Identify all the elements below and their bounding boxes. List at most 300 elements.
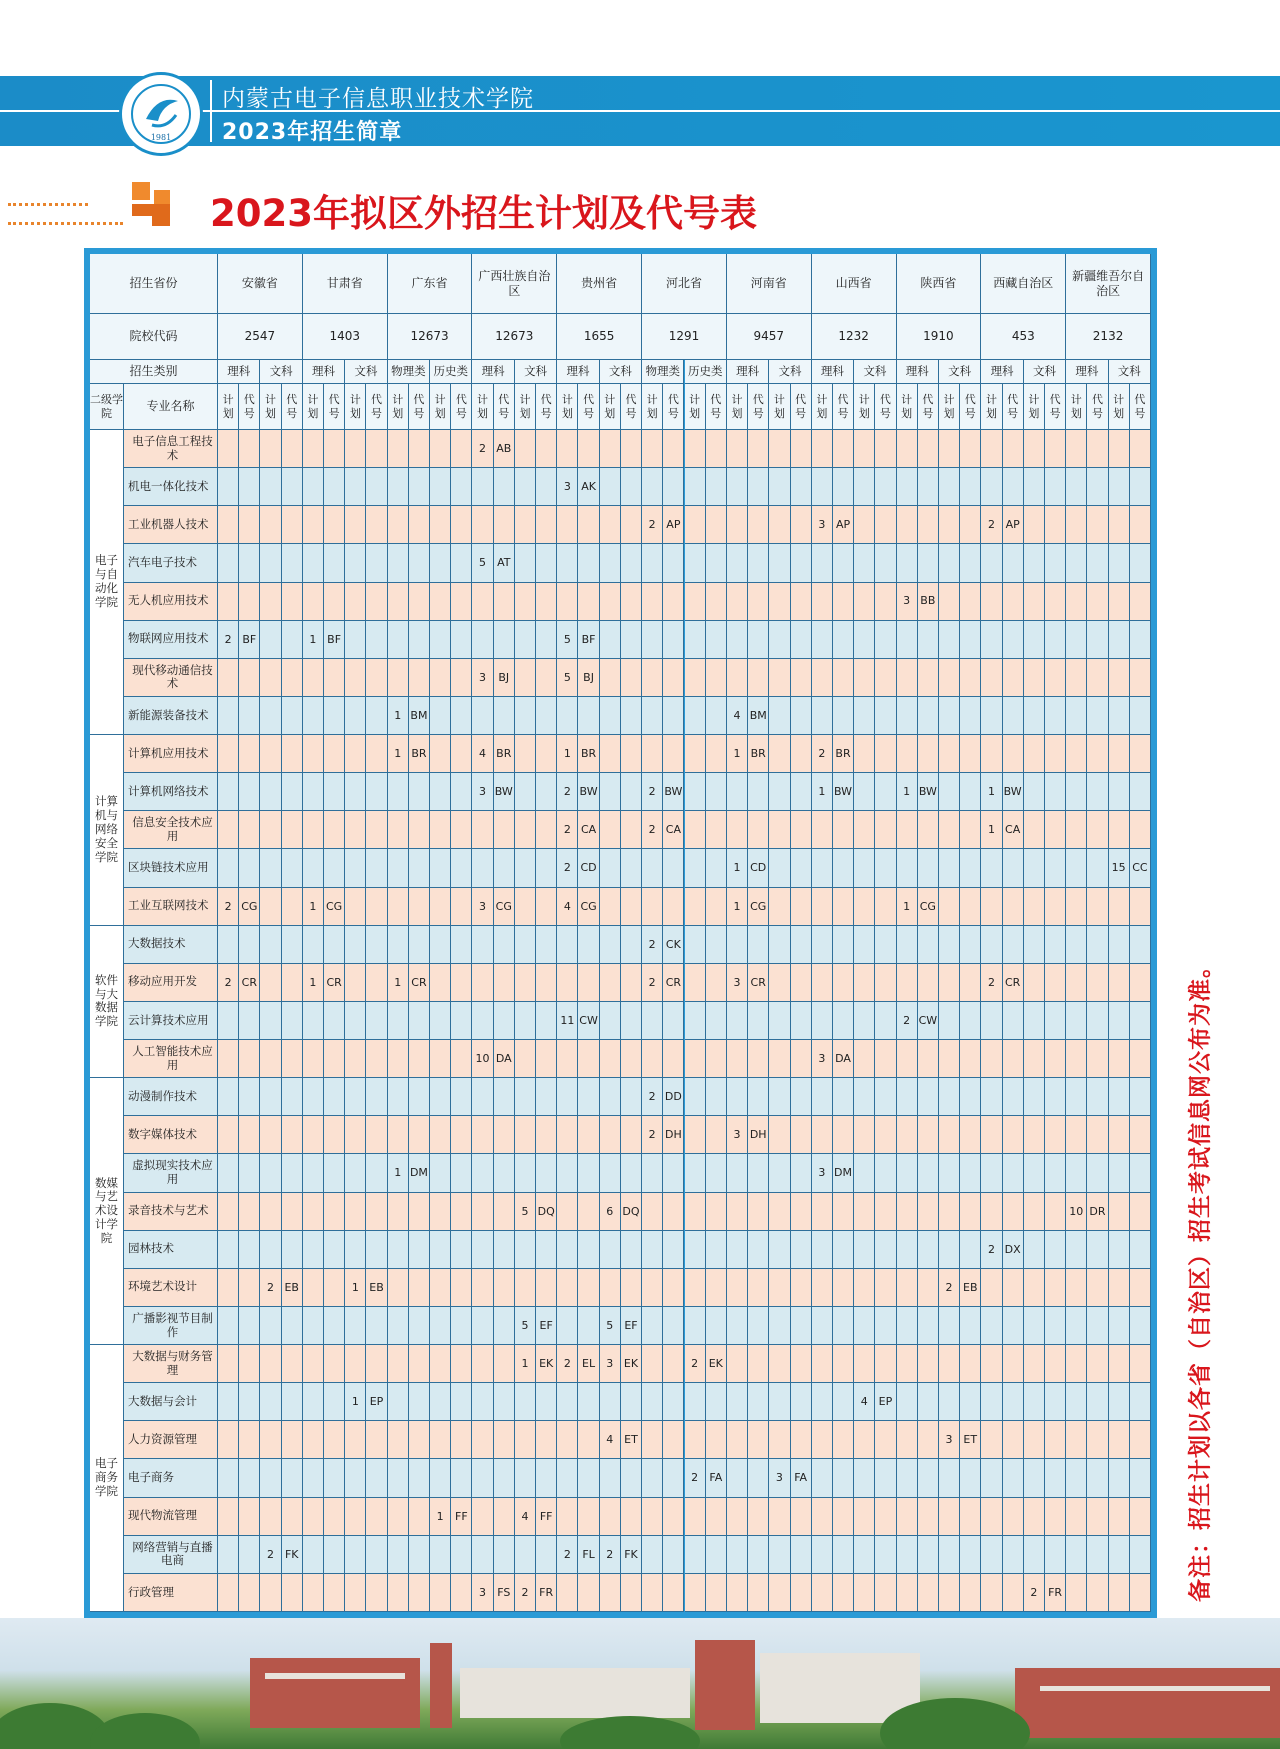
plan-header-text: 计划 [349,393,361,420]
code-cell [748,1269,769,1307]
code-cell [960,1498,981,1536]
plan-cell [557,849,578,887]
code-cell [1045,1574,1066,1612]
plan-cell [388,735,409,773]
code-cell [791,926,812,964]
plan-cell [642,926,663,964]
code-cell [409,1383,430,1421]
plan-cell [1024,430,1045,468]
plan-cell [1066,964,1087,1002]
code-cell [1130,468,1151,506]
plan-cell-text: 3 [733,975,741,989]
plan-cell [557,583,578,621]
plan-cell [218,1459,239,1497]
code-cell [324,468,345,506]
code-cell [621,1498,642,1536]
plan-cell [685,1116,706,1154]
plan-cell [854,811,875,849]
code-cell [621,1307,642,1345]
code-cell [536,1231,557,1269]
plan-cell [1024,773,1045,811]
plan-cell [218,697,239,735]
code-cell [960,735,981,773]
code-cell [324,1536,345,1574]
school-code-label [90,314,218,360]
code-header-text: 代号 [540,393,552,420]
code-cell [324,1078,345,1116]
code-cell [875,1459,896,1497]
code-cell [960,659,981,697]
plan-cell [854,1269,875,1307]
code-cell [366,773,387,811]
code-header-text: 代号 [1007,393,1019,420]
plan-cell [600,1345,621,1383]
plan-cell [557,1574,578,1612]
category-label-text: 文科 [608,363,632,378]
plan-cell [260,1231,281,1269]
plan-cell [981,659,1002,697]
plan-cell-text: 2 [648,785,656,799]
code-cell [1003,1269,1024,1307]
plan-cell-text: 5 [563,632,571,646]
code-cell [833,659,854,697]
plan-cell [727,1040,748,1078]
plan-cell-text: 2 [818,747,826,760]
code-cell [1045,1307,1066,1345]
code-cell-text: DH [665,1128,682,1142]
plan-cell-text: 2 [267,1547,274,1561]
code-cell [1130,506,1151,544]
code-cell [960,811,981,849]
plan-header [557,384,578,430]
plan-cell [345,1345,366,1383]
plan-cell [812,468,833,506]
plan-cell [939,1002,960,1040]
code-cell-text: AK [581,480,596,494]
plan-cell [854,1498,875,1536]
plan-cell-text: 10 [1069,1204,1084,1218]
code-cell [239,773,260,811]
plan-cell [600,1307,621,1345]
code-cell [536,1345,557,1383]
plan-cell [388,583,409,621]
code-cell [791,735,812,773]
plan-cell-text: 4 [521,1509,529,1523]
code-cell [282,1078,303,1116]
code-cell-text: DQ [622,1204,640,1218]
plan-cell [1109,1193,1130,1231]
code-cell [239,1040,260,1078]
code-cell [875,773,896,811]
plan-cell [345,1498,366,1536]
plan-cell [685,1345,706,1383]
code-cell [791,811,812,849]
plan-cell [515,926,536,964]
code-cell [748,621,769,659]
code-cell [663,1078,684,1116]
code-cell [578,1498,599,1536]
plan-cell [557,1154,578,1192]
code-cell [663,1269,684,1307]
code-cell [1087,1345,1108,1383]
major-name-text: 虚拟现实技术应用 [132,1158,213,1186]
plan-cell [769,430,790,468]
plan-cell [939,735,960,773]
code-cell [833,1307,854,1345]
plan-cell [472,1002,493,1040]
code-cell [621,1421,642,1459]
code-cell [706,1002,727,1040]
plan-cell [557,773,578,811]
code-cell [621,1269,642,1307]
plan-cell [769,1154,790,1192]
code-cell [791,621,812,659]
school-code [303,314,388,360]
code-cell [494,811,515,849]
code-cell [409,811,430,849]
plan-cell [557,811,578,849]
code-cell [748,1078,769,1116]
code-cell [791,1269,812,1307]
plan-cell-text: 3 [775,1471,783,1485]
plan-cell-text: 1 [733,747,741,760]
plan-cell [981,964,1002,1002]
school-code [812,314,897,360]
major-name-text: 电子信息工程技术 [132,433,213,462]
code-cell [578,1536,599,1574]
plan-cell [1109,1421,1130,1459]
major-name [124,1307,218,1345]
plan-cell [854,1459,875,1497]
plan-cell [345,1002,366,1040]
plan-cell [727,1536,748,1574]
plan-cell [1109,1574,1130,1612]
plan-cell [1066,888,1087,926]
plan-cell [430,1421,451,1459]
code-cell [960,1040,981,1078]
code-cell [833,1154,854,1192]
code-cell [324,1574,345,1612]
code-cell [875,1498,896,1536]
plan-cell [1024,1040,1045,1078]
category-label-text: 文科 [354,363,378,378]
code-cell [282,468,303,506]
plan-cell [1066,544,1087,582]
province-name [303,254,388,314]
plan-cell [345,1231,366,1269]
plan-cell [685,1307,706,1345]
plan-cell [260,583,281,621]
plan-cell [218,544,239,582]
code-cell [494,1421,515,1459]
code-cell [451,583,472,621]
plan-header [303,384,324,430]
code-cell [578,1421,599,1459]
code-cell [918,1078,939,1116]
plan-cell [642,1002,663,1040]
plan-cell [557,926,578,964]
code-cell [748,1154,769,1192]
code-cell [748,1345,769,1383]
plan-cell [1109,621,1130,659]
major-name-text: 信息安全技术应用 [132,815,213,843]
plan-cell [303,773,324,811]
plan-cell [345,1536,366,1574]
college-name [90,1078,124,1345]
code-cell [791,964,812,1002]
category-label [1109,360,1151,384]
plan-cell [1066,926,1087,964]
code-cell [1087,888,1108,926]
plan-cell [260,811,281,849]
code-cell [875,926,896,964]
plan-cell [1109,1116,1130,1154]
major-name [124,1536,218,1574]
code-cell [960,697,981,735]
code-cell [1130,1383,1151,1421]
plan-cell [557,1345,578,1383]
code-cell [918,1002,939,1040]
plan-cell [1024,1116,1045,1154]
plan-cell [600,811,621,849]
plan-cell [1066,1574,1087,1612]
plan-cell [769,506,790,544]
plan-cell [854,1345,875,1383]
code-header-text: 代号 [498,393,510,420]
province-name [218,254,303,314]
code-cell [451,697,472,735]
plan-cell-text: 3 [903,594,911,608]
plan-cell [303,506,324,544]
plan-cell [303,659,324,697]
major-name-text: 人工智能技术应用 [132,1043,213,1072]
plan-header-text: 计划 [604,393,616,420]
plan-cell [939,888,960,926]
code-cell [1087,1269,1108,1307]
code-cell [663,811,684,849]
plan-cell [812,583,833,621]
plan-cell [557,430,578,468]
code-cell-text: BW [664,785,683,799]
major-name [124,621,218,659]
code-cell [875,1078,896,1116]
plan-cell [430,888,451,926]
enrollment-plan-table [90,254,1151,1612]
plan-cell-text: 1 [394,708,402,722]
plan-cell [260,1078,281,1116]
code-cell [366,430,387,468]
plan-cell [515,1459,536,1497]
plan-header-text: 计划 [477,393,489,420]
code-cell [663,735,684,773]
plan-cell [515,1269,536,1307]
plan-cell [981,811,1002,849]
code-cell [918,506,939,544]
code-cell-text: CG [919,899,936,913]
plan-cell [685,583,706,621]
major-name-text: 园林技术 [128,1241,174,1256]
plan-cell [939,621,960,659]
plan-cell [939,1345,960,1383]
code-cell [239,1498,260,1536]
plan-cell [854,1421,875,1459]
code-cell [791,773,812,811]
code-cell [451,1345,472,1383]
category-label [557,360,599,384]
code-cell [239,430,260,468]
code-cell [366,735,387,773]
plan-cell [1109,583,1130,621]
code-cell [706,544,727,582]
plan-cell [685,1498,706,1536]
code-cell [918,888,939,926]
code-cell [1045,506,1066,544]
code-cell [663,773,684,811]
category-label [388,360,430,384]
category-label [939,360,981,384]
code-cell [663,1002,684,1040]
code-cell [324,1116,345,1154]
plan-header [642,384,663,430]
plan-cell [303,1002,324,1040]
plan-cell [345,621,366,659]
plan-cell [939,1078,960,1116]
code-cell [1087,926,1108,964]
code-cell [409,964,430,1002]
code-cell [578,811,599,849]
plan-cell [897,964,918,1002]
code-cell [663,1307,684,1345]
logo-year: 1981 [150,133,172,142]
code-cell [663,544,684,582]
code-cell [663,1154,684,1192]
plan-cell [303,430,324,468]
code-cell [451,1383,472,1421]
plan-cell [388,1078,409,1116]
code-cell [324,583,345,621]
code-cell [366,1040,387,1078]
campus-building [1040,1686,1270,1691]
plan-cell [897,1231,918,1269]
plan-cell [515,964,536,1002]
plan-cell [557,697,578,735]
plan-cell [642,1421,663,1459]
code-cell [706,1345,727,1383]
code-cell [1003,926,1024,964]
plan-cell [472,849,493,887]
plan-cell-text: 1 [563,747,571,760]
plan-cell [1024,583,1045,621]
plan-cell [345,773,366,811]
plan-cell [345,849,366,887]
plan-cell [685,697,706,735]
code-cell [791,1345,812,1383]
major-name-text: 数字媒体技术 [128,1126,197,1141]
plan-cell [515,1307,536,1345]
plan-header [388,384,409,430]
category-label [430,360,472,384]
code-cell [875,735,896,773]
plan-cell [600,468,621,506]
code-cell-text: BF [581,632,596,646]
plan-cell-text: 5 [563,670,571,684]
code-cell [663,849,684,887]
plan-cell [727,1574,748,1612]
plan-cell [854,735,875,773]
plan-cell [1066,1116,1087,1154]
code-cell [1087,849,1108,887]
plan-header-text: 计划 [222,393,234,420]
code-cell [833,773,854,811]
code-cell [706,468,727,506]
code-cell [239,849,260,887]
code-cell [1045,1536,1066,1574]
category-label [981,360,1023,384]
code-cell [748,506,769,544]
plan-cell [939,659,960,697]
code-cell [1130,1574,1151,1612]
plan-header [1066,384,1087,430]
code-cell [578,735,599,773]
college-row-label-text: 二级学院 [90,393,123,420]
plan-cell [1066,773,1087,811]
plan-cell-text: 3 [563,480,571,494]
plan-cell [939,1193,960,1231]
plan-cell [218,1193,239,1231]
plan-cell [897,430,918,468]
code-cell [875,888,896,926]
plan-cell-text: 2 [648,937,656,951]
plan-cell [812,1459,833,1497]
code-cell [833,1078,854,1116]
code-header [833,384,854,430]
plan-cell [685,811,706,849]
code-cell [366,583,387,621]
plan-cell [685,1231,706,1269]
code-cell-text: AP [1005,518,1020,532]
plan-cell [897,583,918,621]
major-name-text: 汽车电子技术 [128,555,197,570]
code-cell [706,1536,727,1574]
plan-cell [600,621,621,659]
code-cell [791,1383,812,1421]
plan-cell [685,544,706,582]
plan-cell [388,1231,409,1269]
plan-cell [897,1498,918,1536]
major-name [124,468,218,506]
code-cell [621,583,642,621]
plan-cell [939,1231,960,1269]
plan-cell [388,1193,409,1231]
code-header-text: 代号 [667,393,679,420]
code-cell [706,926,727,964]
plan-cell [303,849,324,887]
plan-cell [515,1040,536,1078]
plan-cell-text: 2 [606,1547,614,1561]
code-cell [960,1269,981,1307]
plan-cell [1066,1421,1087,1459]
code-cell [536,1459,557,1497]
plan-cell [515,583,536,621]
code-cell [875,506,896,544]
major-name-text: 广播影视节目制作 [132,1310,213,1339]
plan-cell [642,1383,663,1421]
code-cell [409,773,430,811]
code-cell-text: BJ [583,670,594,684]
code-cell [1087,1459,1108,1497]
plan-cell [812,1536,833,1574]
plan-cell [600,926,621,964]
